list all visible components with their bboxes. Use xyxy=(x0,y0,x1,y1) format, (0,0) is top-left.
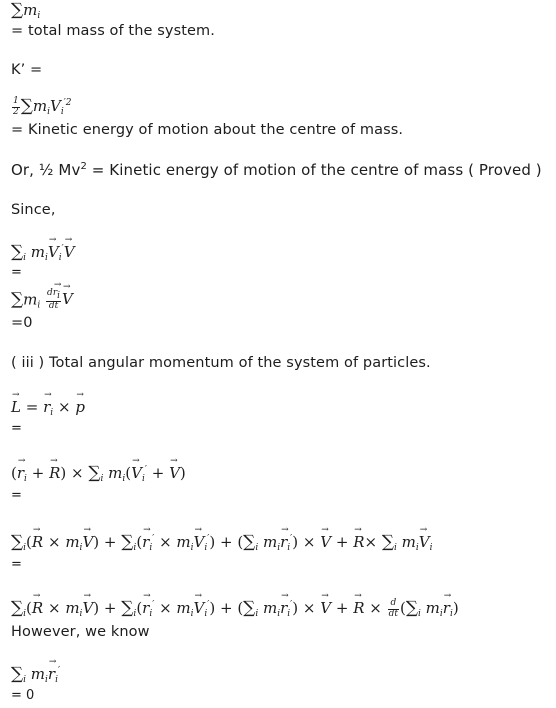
formula-ri-plus-R-cross-sum: (→ $r_i$ + → $R) \times \sum_i$ $m_i(\to V_i'$ + → V) xyxy=(11,463,186,484)
text-equals-2: = xyxy=(11,421,22,436)
formula-L-ri-cross-p: → L = → $r_i$ × → p xyxy=(11,398,85,418)
text-k-prime: K’ = xyxy=(11,62,43,78)
formula-half-sum-miVi2: $\frac{1}{2}$ $\sum m_iV_i^{'2}$ xyxy=(13,96,72,117)
text-equals-1: = xyxy=(11,265,22,280)
formula-expanded-1: $\sum_i(\to R \times m_i\to V) + \sum_i(\to r_i' \times m_i\to V_i') + (\sum_i$ $m_i\to r_i'$) × → V + → $R\times \sum_i$ $m_i\to V_i$ xyxy=(11,532,433,553)
text-equals-4: = xyxy=(11,557,22,572)
text-ke-of-cm: Or, ½ $Mv^2$ = Kinetic energy of motion of the centre of mass ( Proved ) xyxy=(11,161,542,179)
formula-expanded-2: $\sum_i(\to R \times m_i\to V) + \sum_i(\to r_i' \times m_i\to V_i') + (\sum_i$ $m_i\to r_i'$) × → V + → R × $\frac{d}{dt}$ ($\sum_i$ $m_i\to r_i$) xyxy=(11,598,459,619)
text-total-mass: = total mass of the system. xyxy=(11,23,215,39)
text-equals-3: = xyxy=(11,488,22,503)
text-section-iii: ( iii ) Total angular momentum of the system of particles. xyxy=(11,355,431,371)
text-equals-zero: =0 xyxy=(11,315,33,331)
formula-sum-miViV: $\sum_i$ $m_i\to V_i'\to V$ xyxy=(11,242,75,263)
formula-sum-mi-ri-prime: $\sum_i$ $m_i\to r_i'$ xyxy=(11,664,60,685)
text-equals-zero-2: = 0 xyxy=(11,688,35,703)
formula-sum-mi-dri-dt-V: $\sum m_i$ $\frac{d\to r_i}{dt}$ → V xyxy=(11,289,73,312)
text-ke-about-cm: = Kinetic energy of motion about the centre of mass. xyxy=(11,122,404,138)
formula-sum-mi: $\sum m_i$ xyxy=(11,0,41,21)
text-since: Since, xyxy=(11,202,56,218)
text-however-we-know: However, we know xyxy=(11,624,150,640)
